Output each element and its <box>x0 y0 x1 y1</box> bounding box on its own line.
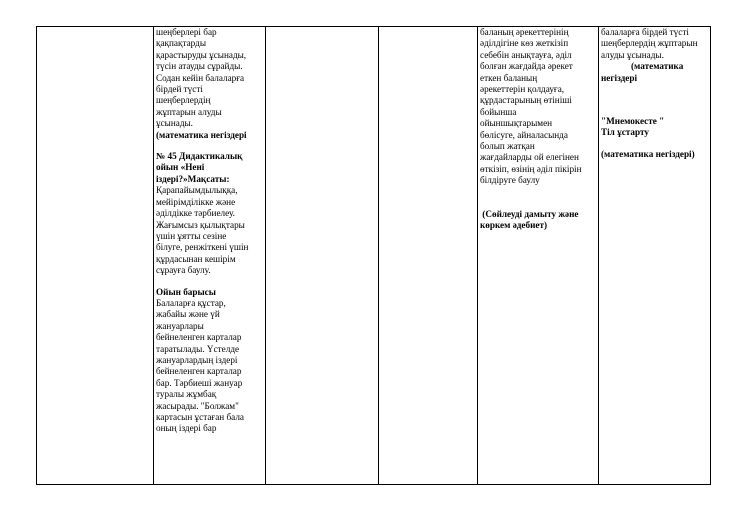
text-line: құрдасынан кешірім <box>156 253 236 264</box>
table-border-left <box>36 26 37 485</box>
text-line: шеңберлердің <box>156 95 211 106</box>
game-title: іздері?»Мақсаты: <box>156 173 230 184</box>
text-line: жануарлары <box>156 320 204 331</box>
subject-tag: негіздері <box>601 72 638 83</box>
text-line: білуге, ренжіткені үшін <box>156 242 249 253</box>
text-line: жасырады. "Болжам" <box>156 400 239 411</box>
text-line: сұрауға баулу. <box>156 265 211 276</box>
text-line: бойынша <box>480 106 517 117</box>
section-heading: Ойын барысы <box>156 286 216 297</box>
text-line: балаларға бірдей түсті <box>601 27 689 37</box>
text-line: жағдайларды ой елегінен <box>480 152 579 163</box>
text-line: қақпақтарды <box>156 38 206 49</box>
text-line: еткен баланың <box>480 72 538 83</box>
text-line: ұсынады. <box>156 118 193 129</box>
text-line: әділдікке тәрбиелеу. <box>156 208 235 219</box>
text-line: туралы жұмбақ <box>156 389 217 400</box>
text-line: әділдігіне көз жеткізіп <box>480 38 569 49</box>
text-line: баланың әрекеттерінің <box>480 27 569 37</box>
subject-tag: (математика негіздері) <box>601 148 695 159</box>
text-line: бейнеленген карталар <box>156 332 242 343</box>
text-line: жануарлардың іздері <box>156 354 238 365</box>
text-line: шеңберлердің жұптарын <box>601 38 698 49</box>
text-line: себебін анықтауға, әділ <box>480 49 572 60</box>
cell-individual-work <box>601 27 698 160</box>
text-line: таратылады. Үстелде <box>156 343 240 354</box>
text-line: құрдастарының өтініші <box>480 95 572 106</box>
game-title: № 45 Дидактикалық <box>156 151 243 162</box>
text-line: картасын ұстаған бала <box>156 412 244 422</box>
subject-tag: (Сөйлеуді дамыту және <box>480 208 579 219</box>
text-line: шеңберлері бар <box>156 27 217 37</box>
exercise-title: "Мнемокесте " <box>601 116 665 127</box>
text-line: болып жатқан <box>480 141 535 152</box>
text-line: алуды ұсынады. <box>601 49 664 60</box>
table-border-right <box>710 26 711 485</box>
text-line: ойыншықтарымен <box>480 118 553 129</box>
text-line: түсін атауды сұрайды. <box>156 61 243 72</box>
text-line: Қарапайымдылыққа, <box>156 185 238 196</box>
text-line: бейнеленген карталар <box>156 366 242 377</box>
cell-teacher-actions <box>480 27 582 232</box>
text-line: әрекеттерін қолдауға, <box>480 84 565 95</box>
cell-activity-description <box>156 27 248 435</box>
subject-tag: (математика <box>631 61 684 72</box>
table-border-bottom <box>36 484 711 485</box>
game-title: ойын «Нені <box>156 162 205 173</box>
text-line: қарастыруды ұсынады, <box>156 49 247 60</box>
column-divider <box>153 26 154 485</box>
text-line: өткізіп, өзінің әділ пікірін <box>480 163 582 174</box>
exercise-title: Тіл ұстарту <box>601 127 649 138</box>
schedule-table <box>36 26 711 485</box>
text-line: білдіруге баулу <box>480 175 540 186</box>
text-line: бірдей түсті <box>156 84 203 95</box>
column-divider <box>477 26 478 485</box>
text-line: Содан кейін балаларға <box>156 72 245 83</box>
column-divider <box>265 26 266 485</box>
text-line: бөлісуге, айналасында <box>480 129 568 140</box>
text-line: болған жағдайда әрекет <box>480 61 573 72</box>
text-line: оның іздері бар <box>156 423 217 434</box>
column-divider <box>598 26 599 485</box>
text-line: үшін ұятты сезіне <box>156 230 227 241</box>
text-line: жұптарын алуды <box>156 106 222 117</box>
text-line: жабайы және үй <box>156 309 220 320</box>
text-line: мейірімділікке және <box>156 196 236 207</box>
text-line: бар. Тәрбиеші жануар <box>156 377 243 388</box>
text-line: Балаларға құстар, <box>156 297 226 308</box>
subject-tag: (математика негіздері <box>156 129 247 140</box>
text-line: Жағымсыз қылықтары <box>156 219 245 230</box>
column-divider <box>378 26 379 485</box>
subject-tag: көркем әдебиет) <box>480 220 548 231</box>
